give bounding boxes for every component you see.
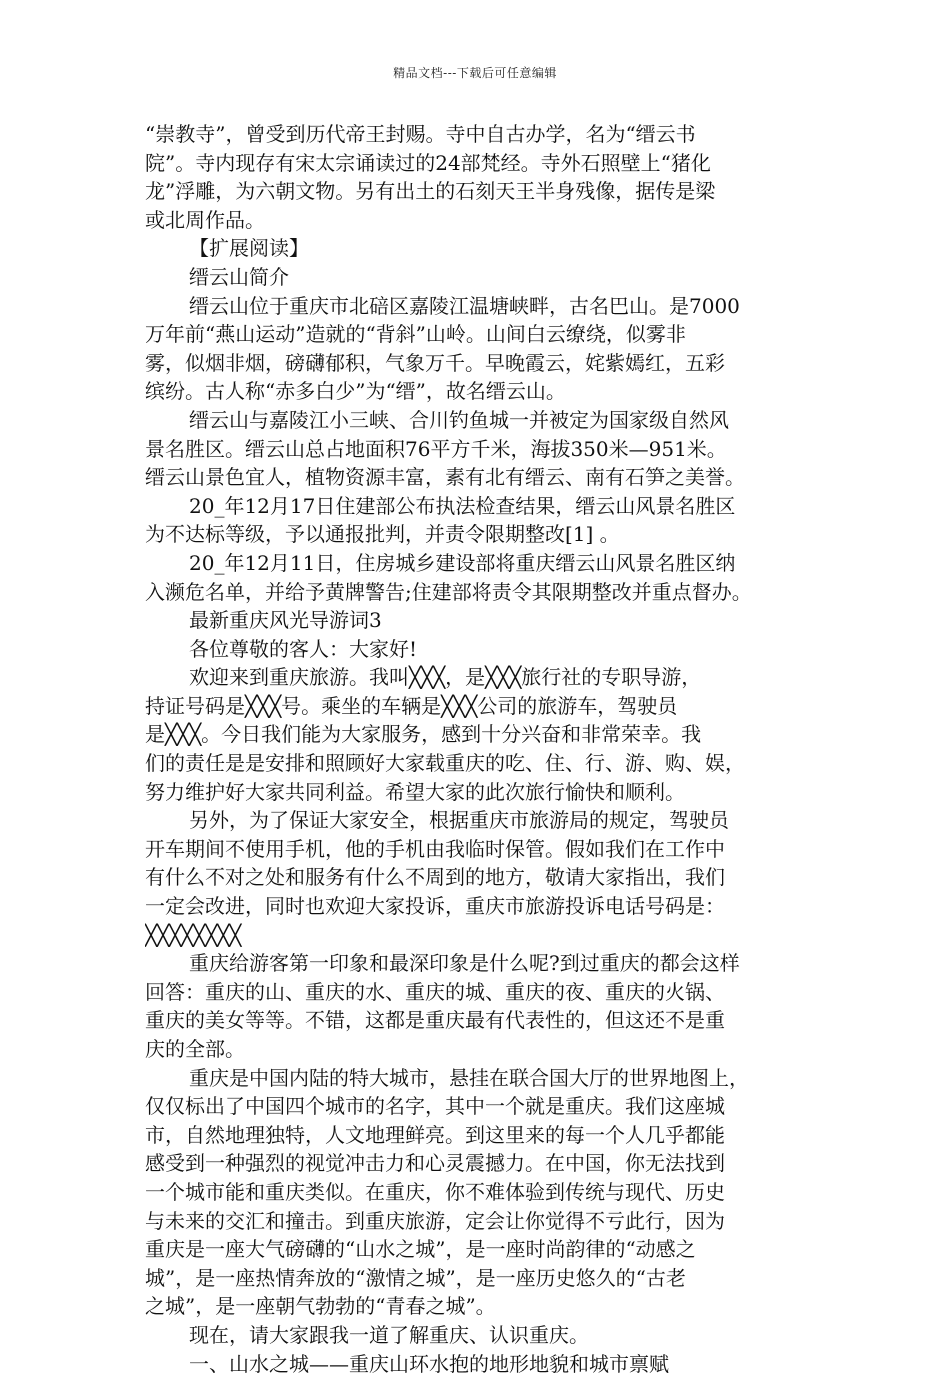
text-line: 最新重庆风光导游词3 — [189, 608, 382, 633]
text-line: 重庆给游客第一印象和最深印象是什么呢?到过重庆的都会这样 — [189, 951, 740, 976]
text-line: 与未来的交汇和撞击。到重庆旅游，定会让你觉得不亏此行，因为 — [145, 1208, 725, 1233]
text-line: 们的责任是是安排和照顾好大家载重庆的吃、住、行、游、购、娱， — [145, 751, 745, 776]
page-header: 精品文档---下载后可任意编辑 — [393, 66, 557, 80]
text-line: 20_年12月17日住建部公布执法检查结果，缙云山风景名胜区 — [189, 493, 736, 518]
text-line: 入濒危名单，并给予黄牌警告;住建部将责令其限期整改并重点督办。 — [145, 579, 752, 604]
text-line: ╳╳╳╳╳╳╳╳ — [145, 922, 242, 947]
text-line: 重庆是一座大气磅礴的“山水之城”，是一座时尚韵律的“动感之 — [145, 1237, 696, 1262]
text-line: 为不达标等级，予以通报批判，并责令限期整改[1] 。 — [145, 522, 620, 547]
text-line: 景名胜区。缙云山总占地面积76平方千米，海拔350米—951米。 — [145, 436, 727, 461]
text-line: 重庆是中国内陆的特大城市，悬挂在联合国大厅的世界地图上， — [189, 1065, 749, 1090]
text-line: 感受到一种强烈的视觉冲击力和心灵震撼力。在中国，你无法找到 — [145, 1151, 725, 1176]
text-line: 缙云山简介 — [189, 264, 289, 289]
text-line: 或北周作品。 — [145, 207, 265, 232]
text-line: 另外，为了保证大家安全，根据重庆市旅游局的规定，驾驶员 — [189, 808, 729, 833]
text-line: 院”。寺内现存有宋太宗诵读过的24部梵经。寺外石照壁上“猪化 — [145, 150, 711, 175]
text-line: 【扩展阅读】 — [189, 236, 309, 261]
text-line: 雾，似烟非烟，磅礴郁积，气象万千。早晚霞云，姹紫嫣红，五彩 — [145, 350, 725, 375]
text-line: 欢迎来到重庆旅游。我叫╳╳╳，是╳╳╳旅行社的专职导游， — [189, 665, 702, 690]
text-line: 一、山水之城——重庆山环水抱的地形地貌和城市禀赋 — [189, 1351, 669, 1376]
text-line: 市，自然地理独特，人文地理鲜亮。到这里来的每一个人几乎都能 — [145, 1122, 725, 1147]
text-line: 龙”浮雕，为六朝文物。另有出土的石刻天王半身残像，据传是梁 — [145, 179, 716, 204]
text-line: 开车期间不使用手机，他的手机由我临时保管。假如我们在工作中 — [145, 836, 725, 861]
text-line: 努力维护好大家共同利益。希望大家的此次旅行愉快和顺利。 — [145, 779, 685, 804]
text-line: 各位尊敬的客人：大家好! — [189, 636, 418, 661]
text-line: 缙云山位于重庆市北碚区嘉陵江温塘峡畔，古名巴山。是7000 — [189, 293, 740, 318]
text-line: 20_年12月11日，住房城乡建设部将重庆缙云山风景名胜区纳 — [189, 550, 736, 575]
text-line: 持证号码是╳╳╳号。乘坐的车辆是╳╳╳公司的旅游车，驾驶员 — [145, 693, 678, 718]
text-line: 城”，是一座热情奔放的“激情之城”，是一座历史悠久的“古老 — [145, 1265, 686, 1290]
text-line: 缙云山与嘉陵江小三峡、合川钓鱼城一并被定为国家级自然风 — [189, 407, 729, 432]
text-line: 仅仅标出了中国四个城市的名字，其中一个就是重庆。我们这座城 — [145, 1094, 725, 1119]
text-line: 缙云山景色宜人，植物资源丰富，素有北有缙云、南有石笋之美誉。 — [145, 465, 745, 490]
text-line: 是╳╳╳。今日我们能为大家服务，感到十分兴奋和非常荣幸。我 — [145, 722, 702, 747]
text-line: “崇教寺”，曾受到历代帝王封赐。寺中自古办学，名为“缙云书 — [145, 122, 696, 146]
text-line: 回答：重庆的山、重庆的水、重庆的城、重庆的夜、重庆的火锅、 — [145, 979, 725, 1004]
text-line: 一个城市能和重庆类似。在重庆，你不难体验到传统与现代、历史 — [145, 1179, 725, 1204]
text-line: 缤纷。古人称“赤多白少”为“缙”，故名缙云山。 — [145, 379, 566, 404]
text-line: 一定会改进，同时也欢迎大家投诉，重庆市旅游投诉电话号码是： — [145, 894, 725, 919]
text-line: 庆的全部。 — [145, 1037, 245, 1061]
text-line: 现在，请大家跟我一道了解重庆、认识重庆。 — [189, 1322, 589, 1347]
document-body — [145, 120, 811, 1378]
text-line: 重庆的美女等等。不错，这都是重庆最有代表性的，但这还不是重 — [145, 1008, 725, 1033]
text-line: 万年前“燕山运动”造就的“背斜”山岭。山间白云缭绕，似雾非 — [145, 322, 686, 347]
text-line: 有什么不对之处和服务有什么不周到的地方，敬请大家指出，我们 — [145, 865, 725, 890]
text-line: 之城”，是一座朝气勃勃的“青春之城”。 — [145, 1294, 496, 1319]
